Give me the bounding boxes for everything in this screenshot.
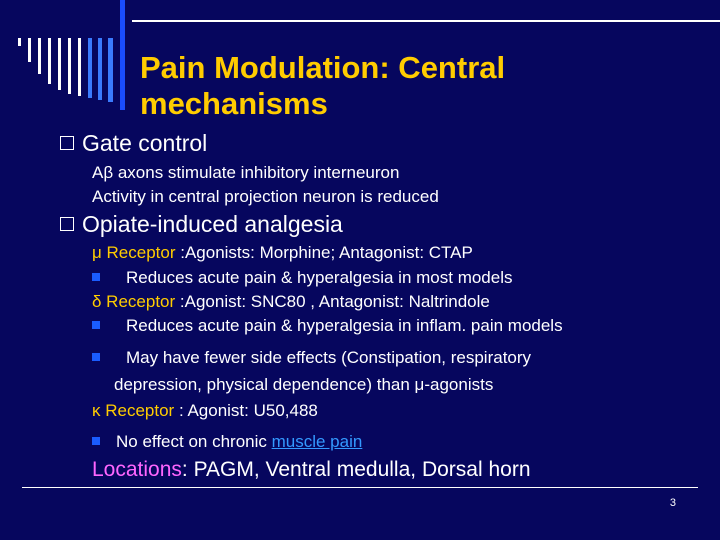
- square-bullet-icon: [92, 321, 100, 329]
- locations-text: : PAGM, Ventral medulla, Dorsal horn: [181, 458, 531, 481]
- delta-bullet-2-text-a: May have fewer side effects (Constipation, respiratory: [126, 348, 532, 367]
- mu-bullet: [92, 268, 513, 288]
- kappa-receptor-line: [92, 401, 318, 421]
- gate-line-2: Activity in central projection neuron is reduced: [92, 187, 439, 206]
- delta-bullet-1: [92, 316, 563, 336]
- opiate-heading: Opiate-induced analgesia: [82, 211, 343, 237]
- decorative-bars: [0, 0, 130, 120]
- mu-receptor-text: :Agonists: Morphine; Antagonist: CTAP: [180, 243, 473, 262]
- gate-heading: Gate control: [82, 130, 208, 156]
- slide-title: Pain Modulation: Central mechanisms: [140, 50, 506, 121]
- delta-bullet-2: [92, 348, 531, 368]
- mu-receptor-line: [92, 243, 473, 263]
- square-bullet-icon: [92, 437, 100, 445]
- top-rule: [132, 20, 720, 22]
- kappa-receptor-label: κ Receptor: [92, 401, 179, 420]
- page-number: 3: [669, 497, 676, 509]
- mu-bullet-text: Reduces acute pain & hyperalgesia in most models: [126, 268, 513, 287]
- mu-receptor-label: μ Receptor: [92, 243, 181, 262]
- kappa-bullet-text: No effect on chronic: [116, 432, 272, 451]
- bullet-gate-control: [60, 130, 207, 157]
- square-bullet-icon: [92, 273, 100, 281]
- hollow-square-bullet-icon: [60, 136, 74, 150]
- kappa-bullet: [92, 432, 362, 452]
- gate-line-1: Aβ axons stimulate inhibitory interneuron: [92, 163, 400, 182]
- locations-label: Locations: [92, 458, 182, 481]
- kappa-receptor-text: : Agonist: U50,488: [178, 401, 318, 420]
- square-bullet-icon: [92, 353, 100, 361]
- delta-bullet-1-text: Reduces acute pain & hyperalgesia in inflam. pain models: [126, 316, 563, 335]
- delta-receptor-line: [92, 292, 490, 312]
- locations-line: [92, 458, 531, 482]
- bullet-opiate-analgesia: [60, 211, 343, 238]
- delta-receptor-text: :Agonist: SNC80 , Antagonist: Naltrindole: [179, 292, 490, 311]
- delta-bullet-2-continued: depression, physical dependence) than μ-agonists: [114, 375, 494, 394]
- bottom-rule: [22, 487, 698, 488]
- muscle-pain-link[interactable]: muscle pain: [271, 432, 363, 451]
- delta-receptor-label: δ Receptor: [92, 292, 180, 311]
- hollow-square-bullet-icon: [60, 217, 74, 231]
